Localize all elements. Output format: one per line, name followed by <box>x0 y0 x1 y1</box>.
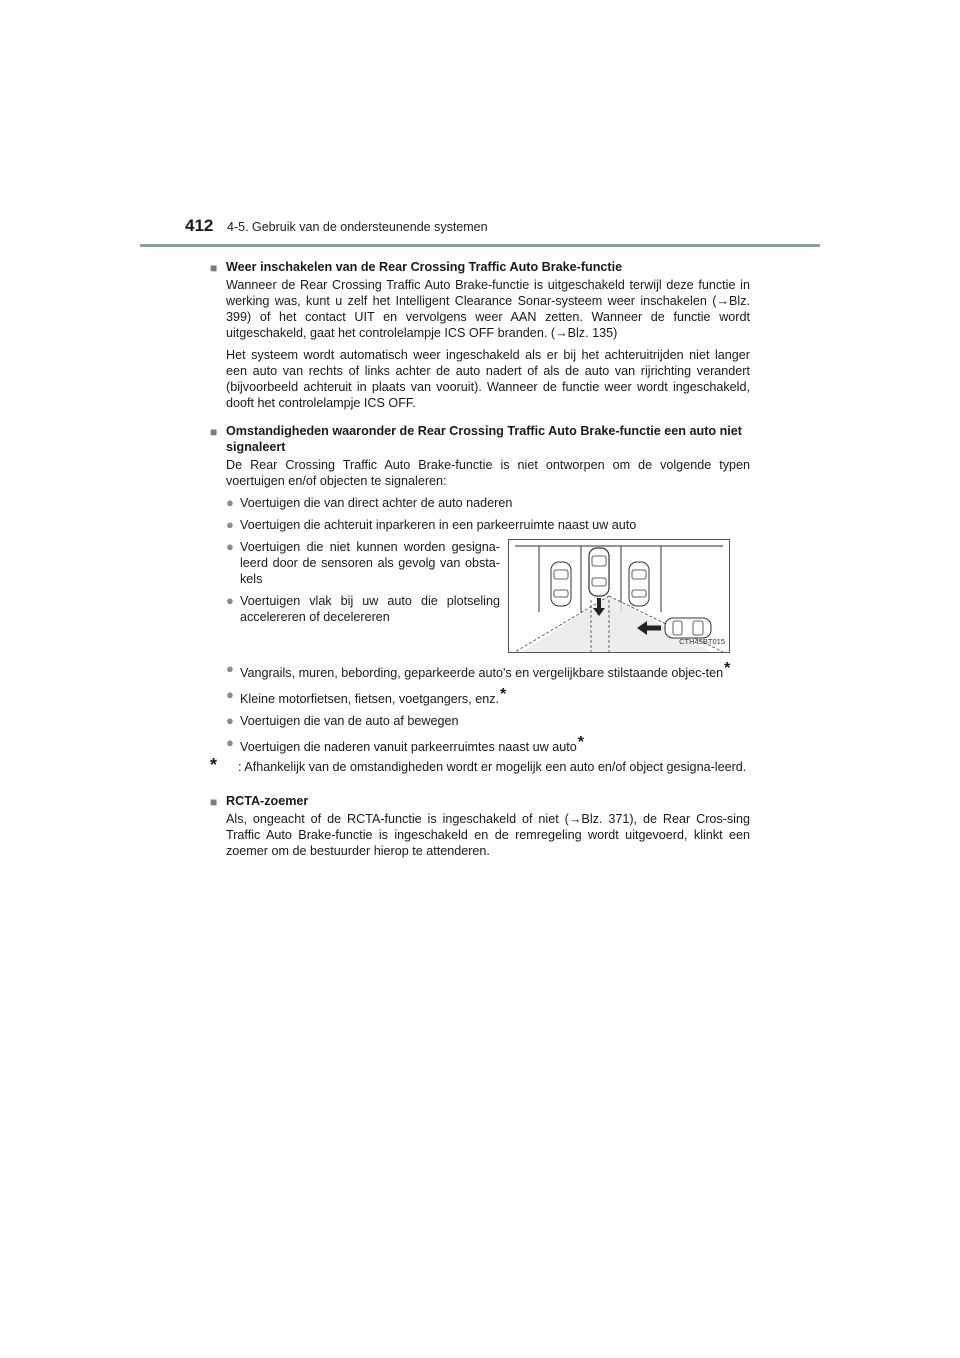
footnote-text: : Afhankelijk van de omstandigheden wordt er mogelijk een auto en/of object gesigna-leerd. <box>238 760 747 774</box>
paragraph: De Rear Crossing Traffic Auto Brake-functie is niet ontworpen om de volgende typen voertuigen en/of objecten te signaleren: <box>226 458 750 488</box>
circle-bullet-icon: ● <box>226 687 234 702</box>
heading-text: Omstandigheden waaronder de Rear Crossing Traffic Auto Brake-functie een auto niet signaleert <box>226 424 742 454</box>
list-item: ● Kleine motorfietsen, fietsen, voetgangers, enz.* <box>226 686 507 706</box>
list-item: ● Voertuigen die niet kunnen worden gesigna-leerd door de sensoren als gevolg van obsta-kels <box>226 539 500 586</box>
footnote-marker: * <box>577 734 584 751</box>
paragraph: Wanneer de Rear Crossing Traffic Auto Brake-functie is uitgeschakeld terwijl deze functie in werking was, kunt u zelf het Intelligent Clearance Sonar-systeem weer inschakelen (→Blz. 399) of het contact UIT en vervolgens weer AAN zetten. Wanneer de functie wordt uitgeschakeld, gaat het controlelampje ICS OFF branden. (→Blz. 135) <box>226 278 750 340</box>
heading-text: Weer inschakelen van de Rear Crossing Traffic Auto Brake-functie <box>226 260 623 274</box>
heading-conditions <box>210 423 750 455</box>
footnote-marker: * <box>500 686 507 703</box>
circle-bullet-icon: ● <box>226 593 234 608</box>
page-content <box>210 255 750 859</box>
list-item: ● Voertuigen die naderen vanuit parkeerruimtes naast uw auto* <box>226 734 584 754</box>
heading-buzzer <box>210 793 750 809</box>
square-icon: ■ <box>210 261 218 275</box>
page-header <box>185 216 825 246</box>
section-title: 4-5. Gebruik van de ondersteunende systemen <box>227 220 488 234</box>
circle-bullet-icon: ● <box>226 495 234 510</box>
list-item: ● Voertuigen die van de auto af bewegen <box>226 713 459 728</box>
bullets-with-figure <box>210 539 750 653</box>
square-icon: ■ <box>210 795 218 809</box>
parking-illustration <box>508 539 730 653</box>
paragraph: Het systeem wordt automatisch weer ingeschakeld als er bij het achteruitrijden niet langer een auto van rechts of links achter de auto nadert of als de auto van rijrichting verandert (bijvoorbeeld achteruit in plaats van vooruit). Wanneer de functie weer wordt ingeschakeld, dooft het controlelampje ICS OFF. <box>226 348 750 410</box>
heading-reactivate <box>210 259 750 275</box>
heading-text: RCTA-zoemer <box>226 794 309 808</box>
header-divider <box>140 244 820 247</box>
circle-bullet-icon: ● <box>226 661 234 676</box>
figure-code: CTH45BT015 <box>679 637 725 646</box>
list-item: ● Voertuigen die achteruit inparkeren in een parkeerruimte naast uw auto <box>226 517 637 532</box>
circle-bullet-icon: ● <box>226 517 234 532</box>
circle-bullet-icon: ● <box>226 539 234 554</box>
square-icon: ■ <box>210 425 218 439</box>
circle-bullet-icon: ● <box>226 713 234 728</box>
list-item: ● Vangrails, muren, bebording, geparkeerde auto's en vergelijkbare stilstaande objec-ten* <box>226 660 731 680</box>
list-item: ● Voertuigen die van direct achter de auto naderen <box>226 495 513 510</box>
footnote-marker: * <box>724 660 731 677</box>
circle-bullet-icon: ● <box>226 735 234 750</box>
page-number: 412 <box>185 216 214 235</box>
paragraph: Als, ongeacht of de RCTA-functie is ingeschakeld of niet (→Blz. 371), de Rear Cros-sing Traffic Auto Brake-functie is ingeschakeld en de remregeling wordt uitgevoerd, klinkt een zoemer om de bestuurder hierop te attenderen. <box>226 812 750 858</box>
list-item: ● Voertuigen vlak bij uw auto die plotseling accelereren of decelereren <box>226 593 500 624</box>
footnote <box>210 755 750 775</box>
footnote-star: * <box>210 755 218 775</box>
